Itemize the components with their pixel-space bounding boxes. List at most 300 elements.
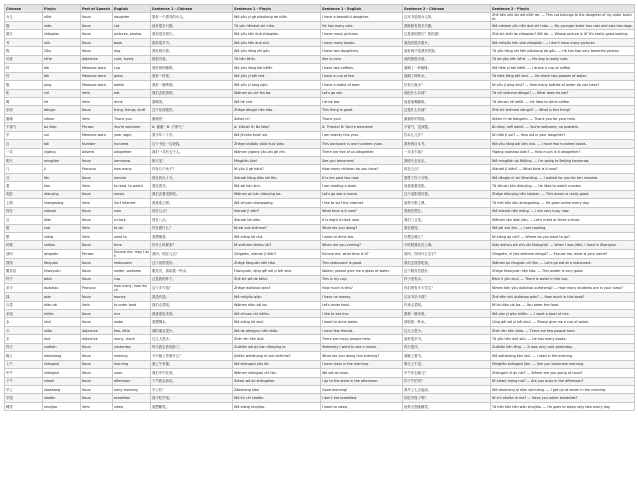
cell-sentence1-chinese: 这儿人很多。 [151, 335, 233, 343]
cell-sentence1-english: I have a beautiful daughter. [321, 13, 403, 22]
cell-pinyin: píng [43, 81, 81, 89]
cell-english: Excuse me, may I ask [114, 249, 149, 258]
cell-sentence2-english: What time is it now? [523, 167, 558, 172]
cell-pinyin: māo [43, 22, 81, 30]
cell-sentence2-chinese: 这是谁的照片？我的妻! [403, 30, 491, 38]
cell-sentence2-chinese: 不客气，没问题。 [403, 123, 491, 131]
cell-sentence1-english: This backpack is one hundred yuan. [321, 140, 403, 148]
cell-part-of-speech: Noun [81, 241, 113, 249]
cell-sentence2-english: I don't have many pictures. [549, 40, 596, 45]
vocabulary-table [4, 4, 635, 411]
cell-sentence1-pinyin: Míngtiān jiàn! [233, 157, 321, 165]
cell-sentence2-pinyin: Nǐ chī zǎofàn le ma? [492, 396, 527, 401]
cell-english: to read, to watch [113, 182, 151, 190]
cell-sentence2-english: Excuse me, what is your name? [553, 251, 608, 256]
cell-sentence2-chinese: 小时候我住在上海。 [403, 241, 491, 249]
cell-chinese: 少 [5, 326, 43, 334]
cell-english: money [113, 293, 151, 301]
cell-sentence2-chinese: 中午你去哪儿？ [403, 369, 491, 377]
cell-sentence1-pinyin: Wǒ zài kàn shū. [233, 182, 321, 190]
cell-sentence2-chinese: 我现在很忙。 [403, 207, 491, 215]
table-row [5, 402, 635, 410]
cell-pinyin: suì [43, 131, 81, 139]
cell-chinese: 想 [5, 232, 43, 240]
cell-sentence1-english: Good morning! [321, 385, 403, 393]
cell-chinese: 瓶 [5, 81, 43, 89]
cell-chinese: 明天 [5, 157, 43, 165]
cell-sentence2-pinyin: Nǐ chī zǎofàn le ma? — Have you eaten breakfast? [491, 394, 635, 402]
cell-pinyin: zuótiān [43, 343, 81, 351]
header-sentence2-chinese: Sentence 2 - Chinese [403, 5, 491, 13]
cell-sentence1-english: Thank you! [321, 114, 403, 122]
cell-sentence1-chinese: 今天晚上你做什么？ [151, 352, 233, 360]
cell-chinese: 上网 [5, 199, 43, 207]
cell-sentence1-english: She is cute. [321, 55, 403, 63]
cell-sentence2-pinyin: Míngtiān shàngwǔ jiàn. — See you tomorrow morning. [491, 360, 635, 368]
cell-pinyin: zǎoshang [43, 385, 81, 393]
cell-sentence2-pinyin: Tā yǒu hěn duō shū. — He has many books. [491, 335, 635, 343]
cell-sentence1-pinyin: Wǒ yǒu hěn duō shū. [233, 38, 321, 46]
cell-chinese: 不客气 [5, 123, 43, 131]
cell-sentence2-pinyin: Wǒmen sān diǎn jiàn. — Let's meet at three o'clock. [491, 216, 635, 224]
cell-sentence2-chinese: 我们去饭馆吃饭。 [403, 258, 491, 266]
cell-sentence2-english: He goes online every day. [545, 200, 590, 205]
cell-sentence1-chinese: 我有很多照片。 [151, 30, 233, 38]
cell-sentence2-english: My younger sister has cats and also has dogs. [554, 23, 633, 28]
cell-sentence2-pinyin: Wǒmen qù fànguǎn chī fàn. [492, 260, 539, 265]
cell-sentence2-chinese: 这个服务员很好。 [403, 267, 491, 275]
cell-sentence1-pinyin: Wǒ xiǎng shuìjiào. [233, 402, 321, 410]
cell-sentence1-pinyin: Wǒmen diǎn cài ba. [233, 301, 321, 309]
table-row [5, 284, 635, 293]
cell-sentence2-pinyin: Tā yǒu liǎng zhī hěn piàoliang de gǒu. [492, 49, 557, 54]
cell-part-of-speech: Noun [81, 369, 113, 377]
cell-sentence2-pinyin: Bēizi lǐ yǒu shuǐ. [492, 277, 520, 282]
cell-sentence2-pinyin: Xiànzài jǐ diǎn? [492, 167, 518, 172]
cell-sentence1-pinyin: Wǒ xiǎng hē shuǐ. [233, 318, 321, 326]
cell-sentence2-pinyin: Wǒ xiànzài hěn máng. — I am very busy now. [491, 207, 635, 215]
cell-sentence1-pinyin: Wǒ shàngwǔ yǒu kè. [233, 360, 321, 368]
cell-pinyin: zhàopiàn [43, 30, 81, 38]
table-row [5, 352, 635, 360]
cell-sentence1-pinyin: Wǒ xiǎng hē chá. [233, 232, 321, 240]
cell-english: hundred [113, 140, 151, 148]
cell-english: thing, things, stuff [113, 106, 151, 114]
cell-part-of-speech: Noun [81, 173, 113, 181]
cell-sentence1-english: I have two coffees. [321, 64, 403, 72]
cell-sentence1-pinyin: Zhège dōngxi hěn hǎo. [233, 106, 321, 114]
cell-english: breakfast [113, 394, 151, 402]
cell-chinese: 时候 [5, 241, 43, 249]
cell-sentence1-english: How many children do you have? [321, 165, 403, 173]
cell-part-of-speech: Adverb [81, 148, 113, 156]
cell-pinyin: jǐ [43, 165, 81, 173]
cell-sentence2-pinyin: Tā měi tiān hěn wǎn shuìjiào. [492, 404, 542, 409]
header-row [5, 5, 635, 13]
cell-english: You're welcome [113, 123, 151, 131]
cell-sentence2-pinyin: Wǒ míngtiān qù Běijīng. — I'm going to Beijing tomorrow. [491, 157, 635, 165]
cell-sentence1-chinese: 请问，现在几点？ [151, 249, 233, 258]
cell-sentence2-chinese: 这本书是我女儿的。 [403, 13, 491, 22]
cell-sentence2-english: I read in the evening. [536, 353, 574, 358]
cell-sentence1-pinyin: Zhè shì wǒ de bēizi. [233, 275, 321, 283]
cell-part-of-speech: Verb [81, 182, 113, 190]
cell-chinese: 饭馆 [5, 258, 43, 266]
cell-sentence1-pinyin: Wǒmen yígòng yǒu wǔ gè rén. [233, 148, 321, 156]
cell-sentence2-english: I want a bowl of rice. [534, 311, 570, 316]
cell-sentence2-pinyin: Wǒ mèimei yǒu hěn duō zhī māo. [492, 23, 549, 28]
cell-sentence1-chinese: 我有两杯咖啡。 [151, 64, 233, 72]
cell-part-of-speech: Noun [81, 360, 113, 368]
cell-sentence2-english: You order the food. [526, 303, 560, 308]
cell-sentence2-pinyin: Bú kèqi, méi wèntí. [492, 124, 525, 129]
cell-sentence2-pinyin: Xiǎo shíhou wǒ zhù zài Shànghǎi. [492, 243, 549, 248]
cell-pinyin: yígòng [43, 148, 81, 156]
cell-part-of-speech: Adjective [81, 326, 113, 334]
cell-sentence1-english: I have many books. [321, 38, 403, 46]
cell-chinese: 岁 [5, 131, 43, 139]
cell-sentence2-pinyin: Zhè shì shéi de zhàopiàn? Wǒ de. [492, 32, 550, 37]
cell-sentence1-chinese: 这个东西很好。 [151, 106, 233, 114]
cell-sentence1-chinese: 现在八点。 [151, 216, 233, 224]
cell-sentence2-pinyin: Yígòng duōshao qián? [492, 150, 530, 155]
cell-sentence2-english: What does he eat? [536, 91, 569, 96]
cell-sentence2-pinyin: Nǐmen bān yǒu duōshao xuésheng? [492, 286, 553, 291]
cell-sentence1-english: I am twenty this year. [321, 131, 403, 139]
cell-part-of-speech: Noun [81, 343, 113, 351]
cell-sentence1-chinese: 早上好！ [151, 385, 233, 393]
cell-english: how many, how much [113, 284, 151, 293]
cell-chinese: 几 [5, 165, 43, 173]
cell-sentence1-pinyin: Zǎoshang hǎo! [233, 385, 321, 393]
cell-sentence1-english: What are you doing? [321, 224, 403, 232]
cell-part-of-speech: Verb [81, 224, 113, 232]
cell-pinyin: shuǐ [43, 318, 81, 326]
cell-sentence1-chinese: 明天见！ [151, 157, 233, 165]
cell-sentence1-chinese: 我喝茶。 [151, 97, 233, 105]
cell-sentence2-pinyin: Nǐ xiàwǔ máng ma? — Are you busy in the afternoon? [491, 377, 635, 385]
table-row [5, 30, 635, 38]
cell-sentence2-pinyin: Zhèr rén hěn shǎo. — There are few people here. [491, 326, 635, 334]
table-row [5, 157, 635, 165]
cell-part-of-speech: Verb [81, 232, 113, 240]
cell-sentence2-english: I am very busy now. [535, 209, 570, 214]
cell-pinyin: zǎofàn [43, 394, 81, 402]
cell-sentence2-english: This waiter is very good. [541, 268, 584, 273]
cell-part-of-speech: Phrase [81, 249, 113, 258]
cell-part-of-speech: Noun [81, 352, 113, 360]
cell-sentence1-pinyin: Nǐ zài zuò shénme? [233, 224, 321, 232]
cell-sentence1-chinese: 我今年二十岁。 [151, 131, 233, 139]
cell-sentence2-pinyin: Wǒ xiànzài hěn máng. [492, 209, 530, 214]
cell-sentence2-english: Whose picture is it? It's really good-looking. [554, 32, 629, 37]
cell-sentence1-chinese: 我们去吃饭吧。 [151, 89, 233, 97]
cell-pinyin: diànyǐng [43, 190, 81, 198]
cell-sentence1-chinese: 我们点菜吧。 [151, 301, 233, 309]
table-row [5, 199, 635, 207]
cell-pinyin: bēi [43, 72, 81, 80]
cell-chinese: 一共 [5, 148, 43, 156]
cell-sentence2-pinyin: Zhège fúwùyuán hěn hǎo. [492, 268, 537, 273]
header-sentence1-pinyin: Sentence 1 - Pinyin [233, 5, 321, 13]
cell-sentence1-english: Let's go eat. [321, 89, 403, 97]
cell-sentence2-pinyin: Zhè shì shénme dōngxi? — What is this thing? [491, 106, 635, 114]
cell-sentence2-pinyin: Tā chī shénme dōngxi? — What does he eat? [491, 89, 635, 97]
cell-english: glass [113, 72, 151, 80]
cell-sentence2-chinese: 我喝了一杯咖啡。 [403, 64, 491, 72]
cell-english: how many [113, 165, 151, 173]
cell-pinyin: shuìjiào [43, 402, 81, 410]
cell-sentence2-pinyin: Zhè běn shū duōshao qián? [492, 294, 539, 299]
cell-sentence2-pinyin: Tā měi tiān dōu shàngwǎng. [492, 200, 541, 205]
cell-english: drink [113, 97, 151, 105]
cell-part-of-speech: Measure word [81, 131, 113, 139]
cell-english: cup [113, 64, 151, 72]
cell-sentence1-english: There are five of us altogether. [321, 148, 403, 156]
cell-sentence2-chinese: 他喜欢喝咖啡。 [403, 97, 491, 105]
cell-sentence1-chinese: 下午我去商店。 [151, 377, 233, 385]
cell-sentence2-pinyin: Xiànzài jǐ diǎn? — What time is it now? [491, 165, 635, 173]
cell-sentence2-chinese: 谢谢你的帮助。 [403, 114, 491, 122]
cell-pinyin: bú kèqi [43, 123, 81, 131]
cell-sentence2-pinyin: Tā de gǒu hěn kě'ài. — His dog is really cute. [491, 55, 635, 63]
table-row [5, 148, 635, 156]
cell-english: water [113, 318, 151, 326]
cell-chinese: 多少 [5, 284, 43, 293]
cell-sentence2-pinyin: Tā xǐhuan hē kāfēi. — He likes to drink coffee. [491, 97, 635, 105]
cell-sentence2-english: What is this thing? [539, 108, 571, 113]
cell-sentence2-pinyin: Nǐ nǚér jǐ suì? — How old is your daughter? [491, 131, 635, 139]
cell-sentence2-english: How old is your daughter? [520, 133, 566, 138]
table-row [5, 310, 635, 318]
cell-sentence2-english: He drank two glasses of water. [534, 74, 588, 79]
header-english: English [113, 5, 151, 13]
cell-sentence2-pinyin: Tā xǐhuan kàn diànyǐng. — He likes to watch movies. [491, 182, 635, 190]
cell-sentence1-pinyin: Zhèr rén hěn duō. [233, 335, 321, 343]
cell-english: to do [113, 224, 151, 232]
cell-sentence2-chinese: 杯子里有水。 [403, 275, 491, 283]
cell-sentence1-english: I am reading a book. [321, 182, 403, 190]
table-row [5, 114, 635, 122]
cell-sentence2-chinese: 我妹妹有很多只猫。 [403, 22, 491, 30]
cell-sentence1-pinyin: Wǒ bù chī zǎofàn. [233, 394, 321, 402]
table-row [5, 377, 635, 385]
cell-sentence2-pinyin: Bēizi lǐ yǒu shuǐ. — There is water in the cup. [491, 275, 635, 283]
cell-sentence2-english: See you tomorrow morning. [536, 362, 585, 367]
cell-sentence2-pinyin: Nǐ xiǎng qù nǎr? — Where do you want to go? [491, 232, 635, 240]
cell-sentence2-pinyin: Tā hēle liǎng bēi shuǐ. [492, 74, 530, 79]
cell-sentence1-english: This thing is good. [321, 106, 403, 114]
cell-sentence2-english: I waited for you for ten minutes. [543, 175, 599, 180]
table-row [5, 47, 635, 55]
cell-sentence1-chinese: 现在两点十分。 [151, 173, 233, 181]
cell-sentence1-english: This is my cup. [321, 275, 403, 283]
cell-sentence1-chinese: 他有很多只猫。 [151, 22, 233, 30]
cell-sentence1-chinese: 你有几个孩子？ [151, 165, 233, 173]
cell-sentence1-english: I drink tea. [321, 97, 403, 105]
cell-chinese: 早饭 [5, 394, 43, 402]
header-sentence1-chinese: Sentence 1 - Chinese [151, 5, 233, 13]
cell-sentence2-pinyin: Zuótiān hěn lěng. [492, 345, 522, 350]
cell-chinese: 谢谢 [5, 114, 43, 122]
cell-english: rice [113, 310, 151, 318]
table-row [5, 326, 635, 334]
table-row [5, 385, 635, 393]
cell-sentence2-pinyin: Wǒ zǎoshang qī diǎn qǐchuáng. [492, 387, 546, 392]
table-row [5, 190, 635, 198]
table-row [5, 249, 635, 258]
cell-sentence1-english: I like to eat rice. [321, 310, 403, 318]
table-row [5, 97, 635, 105]
cell-sentence1-chinese: 我想喝水。 [151, 318, 233, 326]
cell-sentence1-english: I go to the store in the afternoon. [321, 377, 403, 385]
cell-pinyin: xiànzài [43, 207, 81, 215]
cell-sentence2-english: How much is it altogether? [534, 150, 581, 155]
cell-part-of-speech: Noun [81, 106, 113, 114]
cell-sentence2-chinese: 请给我一杯水。 [403, 318, 491, 326]
cell-chinese: 上午 [5, 360, 43, 368]
cell-sentence1-chinese: 你在做什么？ [151, 224, 233, 232]
cell-part-of-speech: Verb [81, 301, 113, 309]
cell-sentence1-english: I don't eat breakfast. [321, 394, 403, 402]
cell-sentence1-english: I have no money. [321, 293, 403, 301]
cell-pinyin: qián [43, 293, 81, 301]
cell-sentence1-chinese: A: 谢谢！B: 不客气！ [151, 123, 233, 131]
cell-sentence2-english: I have two hundred books. [541, 141, 587, 146]
cell-sentence1-pinyin: Wǒmen zhōngwǔ chī fàn. [233, 369, 321, 377]
cell-sentence1-chinese: 这个多少钱？ [151, 284, 233, 293]
cell-english: restaurant [113, 258, 151, 266]
table-row [5, 131, 635, 139]
cell-sentence2-pinyin: Tā měi tiān dōu shàngwǎng. — He goes online every day. [491, 199, 635, 207]
cell-pinyin: shàngwǔ [43, 360, 81, 368]
cell-part-of-speech: Noun [81, 310, 113, 318]
cell-sentence2-chinese: 你有几瓶水？ [403, 81, 491, 89]
cell-sentence2-chinese: 这儿人很少。 [403, 326, 491, 334]
cell-sentence2-pinyin: Qǐng gěi wǒ yì bēi shuǐ. [492, 320, 532, 325]
cell-part-of-speech: Noun [81, 258, 113, 266]
cell-chinese: 喝 [5, 97, 43, 105]
cell-chinese: 电影 [5, 190, 43, 198]
cell-sentence1-english: See you tomorrow! [321, 157, 403, 165]
cell-pinyin: xiàwǔ [43, 377, 81, 385]
cell-sentence2-pinyin: Nǐ yǒu jǐ píng shuǐ? — How many bottles of water do you have? [491, 81, 635, 89]
cell-sentence2-pinyin: Wǒ yǒu liǎng bǎi běn shū. — I have two hundred books. [491, 140, 635, 148]
cell-sentence2-chinese: 你吃早饭了吗？ [403, 394, 491, 402]
cell-sentence2-chinese: 他每天很晚睡觉。 [403, 402, 491, 410]
cell-chinese: 多 [5, 335, 43, 343]
cell-chinese: 东西 [5, 106, 43, 114]
cell-sentence2-pinyin: Wǒ wǎnshang kàn shū. [492, 353, 532, 358]
cell-chinese: 女儿 [5, 13, 43, 22]
cell-sentence2-english: It was very cold yesterday. [527, 345, 573, 350]
cell-sentence2-chinese: 一共多少钱？ [403, 148, 491, 156]
cell-sentence1-chinese: 服务员，请给我一杯水。 [151, 267, 233, 275]
cell-sentence2-pinyin: Xiǎo shíhou wǒ zhù zài Shànghǎi. — When I was little, I lived in Shanghai. [491, 241, 635, 249]
cell-sentence1-english: I have a cup of tea. [321, 72, 403, 80]
cell-sentence1-english: I have few friends. [321, 326, 403, 334]
cell-english: cute, lovely [113, 55, 151, 63]
cell-sentence1-pinyin: Zhège duōshao qián? [233, 284, 321, 293]
cell-sentence2-english: Have you eaten breakfast? [531, 396, 578, 401]
cell-sentence1-chinese: 我们一共有五个人。 [151, 148, 233, 156]
cell-sentence2-pinyin: Wǒ méiyǒu hěn duō zhàopiàn. — I don't have many pictures. [491, 38, 635, 46]
cell-pinyin: kàn [43, 182, 81, 190]
table-row [5, 22, 635, 30]
cell-sentence2-english: I'm going to Beijing tomorrow. [538, 158, 590, 163]
cell-sentence1-chinese: 你什么时候来？ [151, 241, 233, 249]
cell-sentence2-pinyin: Wǒ děngle nǐ shí fēnzhōng. — I waited for you for ten minutes. [491, 173, 635, 181]
cell-sentence1-pinyin: Wǒ xǐhuan chī mǐfàn. [233, 310, 321, 318]
cell-sentence2-english: He likes to watch movies. [538, 184, 582, 189]
cell-sentence1-english: It is ten past two now. [321, 173, 403, 181]
cell-sentence1-chinese: 我想睡觉。 [151, 402, 233, 410]
cell-pinyin: xiǎng [43, 232, 81, 240]
cell-part-of-speech: Noun [81, 22, 113, 30]
cell-part-of-speech: Pronoun [81, 165, 113, 173]
header-part-of-speech: Part of Speech [81, 5, 113, 13]
cell-sentence2-pinyin: Zhōngwǔ nǐ qù nǎr? [492, 370, 526, 375]
cell-part-of-speech: Noun [81, 207, 113, 215]
cell-english: evening [113, 352, 151, 360]
cell-sentence1-chinese: 我有一杯茶。 [151, 72, 233, 80]
cell-sentence1-pinyin: Wǒmen qù kàn diànyǐng ba. [233, 190, 321, 198]
cell-part-of-speech: Noun [81, 30, 113, 38]
cell-part-of-speech: Noun [81, 394, 113, 402]
cell-sentence1-pinyin: Wǒ de péngyou hěn shǎo. [233, 326, 321, 334]
cell-pinyin: Gǒu [43, 47, 81, 55]
cell-pinyin: shū [43, 38, 81, 46]
cell-sentence1-pinyin: Xiàwǔ wǒ qù shāngdiàn. [233, 377, 321, 385]
cell-pinyin: wǎnshang [43, 352, 81, 360]
cell-sentence1-chinese: 我没有钱。 [151, 293, 233, 301]
cell-sentence1-chinese: 我有一个漂亮的女儿。 [151, 13, 233, 22]
cell-sentence1-pinyin: Nǐ shénme shíhou lái? [233, 241, 321, 249]
cell-sentence2-english: This cat belongs to the daughter of my older brother. [492, 13, 632, 21]
cell-sentence2-pinyin: Zhè běn shū duōshao qián? — How much is this book? [491, 293, 635, 301]
cell-sentence1-chinese: 我们中午吃饭。 [151, 369, 233, 377]
cell-sentence2-pinyin: Zhè shì shéi de zhàopiàn? Wǒ de. — Whose picture is it? It's really good-looking. [491, 30, 635, 38]
table-row [5, 106, 635, 114]
table-row [5, 207, 635, 215]
cell-sentence2-english: Please give me a cup of water. [537, 320, 590, 325]
cell-chinese: 可爱 [5, 55, 43, 63]
cell-part-of-speech: Verb [81, 97, 113, 105]
cell-sentence1-english: He has many cats. [321, 22, 403, 30]
cell-part-of-speech: Noun [81, 13, 113, 22]
cell-sentence2-chinese: 我在做饭。 [403, 224, 491, 232]
cell-sentence1-pinyin: Wǒ yǒu liǎng zhī gǒu. [233, 47, 321, 55]
cell-chinese: 晚上 [5, 352, 43, 360]
cell-part-of-speech: Verb [81, 114, 113, 122]
cell-sentence1-pinyin: A: Xièxie! B: Bú kèqi! [233, 123, 321, 131]
vocabulary-sheet [4, 4, 634, 411]
cell-english: minute [113, 173, 151, 181]
cell-chinese: 下午 [5, 377, 43, 385]
cell-chinese: 书 [5, 38, 43, 46]
cell-sentence1-chinese: 这是我的杯子。 [151, 275, 233, 283]
cell-english: afternoon [113, 377, 151, 385]
cell-chinese: 杯子 [5, 275, 43, 283]
cell-sentence2-pinyin: Tā měi tiān hěn wǎn shuìjiào. — He goes to sleep very late every day. [491, 402, 635, 410]
cell-sentence1-pinyin: Wǒ jīnnián èrshí suì. [233, 131, 321, 139]
cell-sentence2-pinyin: Zhège diànyǐng hěn hǎokàn. [492, 192, 541, 197]
cell-sentence1-pinyin: Zhège shūbāo yìbǎi kuài qián. [233, 140, 321, 148]
cell-pinyin: shàngwǎng [43, 199, 81, 207]
cell-part-of-speech: Measure word [81, 64, 113, 72]
cell-sentence1-english: This restaurant is good. [321, 258, 403, 266]
table-row [5, 335, 635, 343]
